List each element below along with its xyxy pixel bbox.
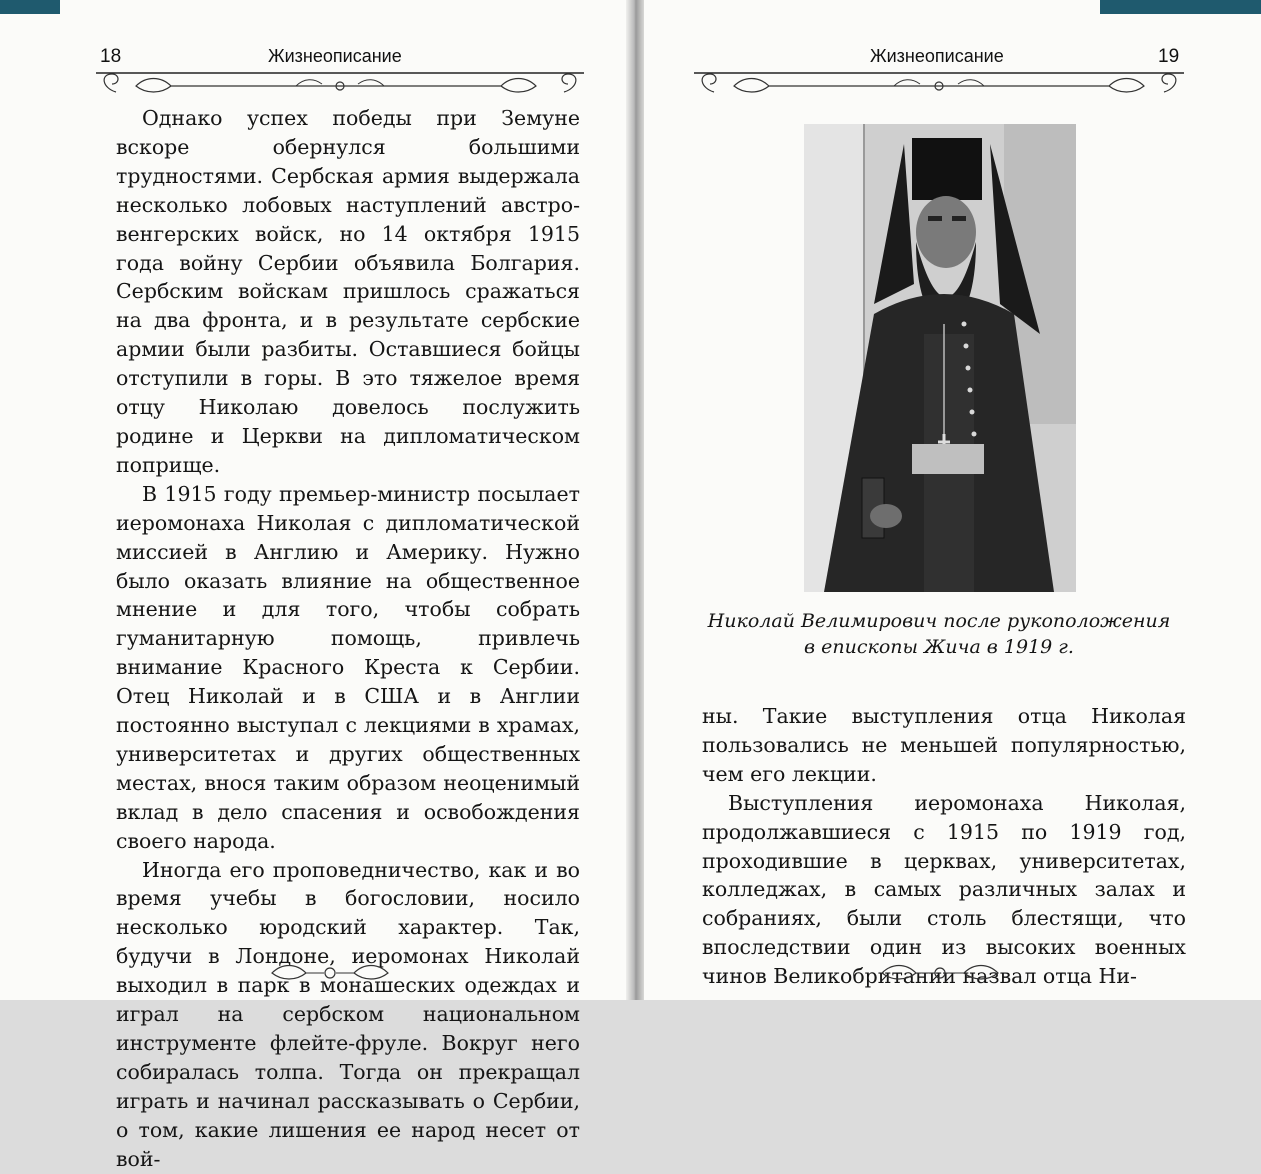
right-running-header: Жизнеописание <box>870 46 1004 66</box>
right-header-ornament <box>694 70 1184 106</box>
caption-line: Николай Велимирович после рукоположения <box>707 610 1171 632</box>
left-page-number: 18 <box>100 46 122 67</box>
right-page-number: 19 <box>1158 46 1180 67</box>
paragraph: Иногда его проповедничество, как и во время учебы в богословии, носило несколько юродский характер. Так, будучи в Лондоне, иеромонах Николай выходил в парк в монашеских одеждах и играл на сербском национальном инструменте флейте-фруле. Вокруг него собиралась толпа. Тогда он прекращал играть и начинал рассказывать о Сербии, о том, какие лишения ее народ несет от вой- <box>116 857 580 1171</box>
cover-edge-left <box>0 0 60 14</box>
left-header-ornament <box>96 70 584 106</box>
left-footer-ornament <box>262 958 398 988</box>
caption-line: в епископы Жича в 1919 г. <box>804 636 1074 658</box>
portrait-photo <box>804 124 1076 592</box>
cover-edge-right <box>1100 0 1261 14</box>
paragraph: ны. Такие выступления отца Николая пользовались не меньшей популярностью, чем его лекции. <box>702 704 1186 786</box>
book-gutter <box>626 0 644 1000</box>
photo-caption <box>700 608 1178 660</box>
left-running-header: Жизнеописание <box>268 46 402 66</box>
paragraph: В 1915 году премьер-министр посылает иеромонаха Николая с дипломатической миссией в Англию и Америку. Нужно было оказать влияние на общественное мнение и для того, чтобы собрать гуманитарную помощь, привлечь внимание Красного Креста к Сербии. Отец Николай и в США и в Англии постоянно выступал с лекциями в храмах, университетах и других общественных местах, внося таким образом неоценимый вклад в дело спасения и освобождения своего народа. <box>116 481 580 853</box>
paragraph: Однако успех победы при Земуне вскоре обернулся большими трудностями. Сербская армия выдержала несколько лобовых наступлений австро-венгерских войск, но 14 октября 1915 года войну Сербии объявила Болгария. Сербским войскам пришлось сражаться на два фронта, и в результате сербские армии были разбиты. Оставшиеся бойцы отступили в горы. В это тяжелое время отцу Николаю довелось послужить родине и Церкви на дипломатическом поприще. <box>116 106 580 477</box>
left-page-body <box>116 104 580 1174</box>
right-page-body <box>702 702 1186 991</box>
right-footer-ornament <box>872 958 1008 988</box>
paragraph: Выступления иеромонаха Николая, продолжавшиеся с 1915 по 1919 год, проходившие в церквах, университетах, колледжах, в самых различных залах и собраниях, были столь блестящи, что впоследствии один из высоких военных чинов Великобритании назвал отца Ни- <box>702 790 1186 989</box>
